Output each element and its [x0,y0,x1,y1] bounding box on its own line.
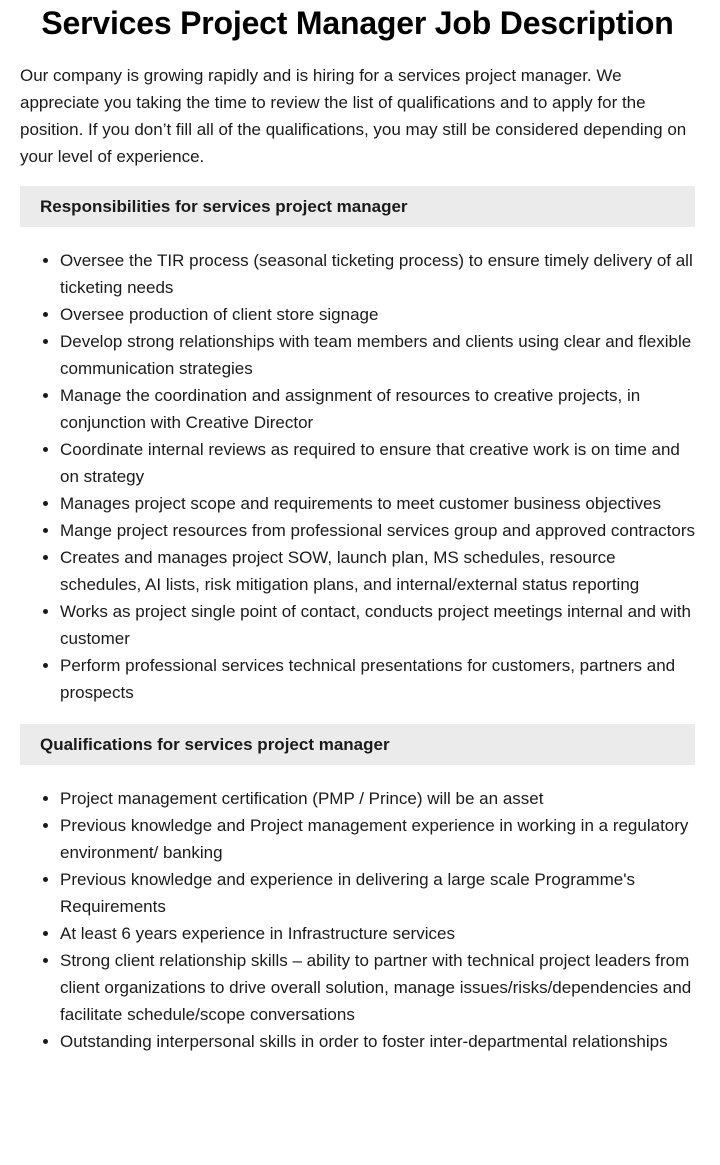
responsibilities-heading: Responsibilities for services project manager [20,186,695,227]
list-item: • Project management certification (PMP / Prince) will be an asset [60,785,695,812]
list-item: • Manage the coordination and assignment of resources to creative projects, in conjunction with Creative Director [60,382,695,436]
list-item: • Strong client relationship skills – ability to partner with technical project leaders from client organizations to drive overall solution, manage issues/risks/dependencies and facilitate schedule/scope conversations [60,947,695,1028]
page-title: Services Project Manager Job Description [41,5,674,41]
responsibilities-list [20,247,695,706]
list-item: • Develop strong relationships with team members and clients using clear and flexible communication strategies [60,328,695,382]
list-item: • Manages project scope and requirements to meet customer business objectives [60,490,695,517]
list-item: • Perform professional services technical presentations for customers, partners and prospects [60,652,695,706]
list-item: • Coordinate internal reviews as required to ensure that creative work is on time and on strategy [60,436,695,490]
list-item: • Oversee the TIR process (seasonal ticketing process) to ensure timely delivery of all ticketing needs [60,247,695,301]
list-item: • Outstanding interpersonal skills in order to foster inter-departmental relationships [60,1028,695,1055]
list-item: • Oversee production of client store signage [60,301,695,328]
list-item: • Mange project resources from professional services group and approved contractors [60,517,695,544]
list-item: • Previous knowledge and Project management experience in working in a regulatory environment/ banking [60,812,695,866]
qualifications-list [20,785,695,1055]
intro-paragraph: Our company is growing rapidly and is hiring for a services project manager. We appreciate you taking the time to review the list of qualifications and to apply for the position. If you don’t fill all of the qualifications, you may still be considered depending on your level of experience. [20,66,687,166]
list-item: • Creates and manages project SOW, launch plan, MS schedules, resource schedules, AI lists, risk mitigation plans, and internal/external status reporting [60,544,695,598]
list-item: • At least 6 years experience in Infrastructure services [60,920,695,947]
qualifications-heading: Qualifications for services project manager [20,724,695,765]
list-item: • Previous knowledge and experience in delivering a large scale Programme's Requirements [60,866,695,920]
list-item: • Works as project single point of contact, conducts project meetings internal and with customer [60,598,695,652]
